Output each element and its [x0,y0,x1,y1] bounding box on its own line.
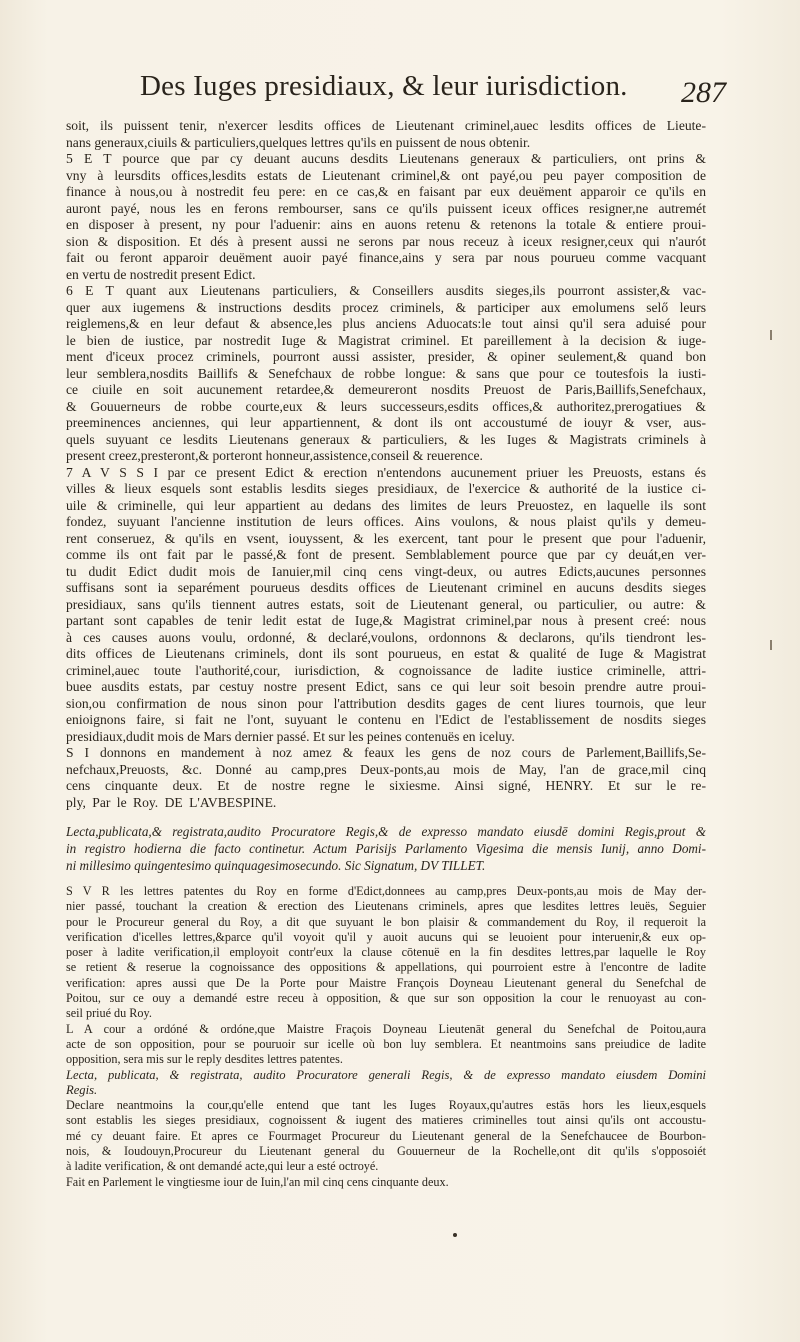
registration-line: in registro hodierna die facto continetur. Actum Parisijs Parlamento Vigesima die mensis Iunij, anno Domi- [66,841,706,856]
text-line: S I donnons en mandement à noz amez & feaux les gens de noz cours de Parlement,Baillifs,Se- [66,745,706,760]
text-line: sion,ou confirmation de nous sinon pour l'attribution desdits gages de cent liures tournois, que leur [66,695,706,711]
text-line: fait ou feront apparoir deuëment auoir payé finance,ains y sera par nous pourueu comme vacquant [66,250,706,265]
arret-line: Fait en Parlement le vingtiesme iour de Iuin,l'an mil cinq cens cinquante deux. [66,1174,449,1189]
text-line: 7 A V S S I par ce present Edict & erection n'entendons aucunement priuer les Preuosts, estans és [66,464,706,480]
running-title: Des Iuges presidiaux, & leur iurisdiction. [140,70,628,102]
text-line: partant sont capables de tenir ledit estat de Iuge,& Magistrat criminel,par nous à present creé: nous [66,613,706,628]
text-line: preeminences anciennes, qui leur appartiennent, & dont ils ont accoustumé de iouyr & vser, aus- [66,415,706,430]
ornament-dot [453,1233,457,1237]
page-number: 287 [681,76,726,109]
text-line: sion & disposition. Et dés à present aussi ne serons par nous receuz à iceux resigner,ceux qui n'aurót [66,233,706,249]
text-line: & Gouuerneurs de robbe courte,eux & leurs successeurs,esdits offices,& authoritez,prerogatiues & [66,398,706,414]
edict-text [66,118,706,795]
registration-line: ni millesimo quingentesimo quinquagesimosecundo. Sic Signatum, DV TILLET. [66,858,486,873]
text-line: enioignons faire, si fait ne l'ont, suyuant le contenu en l'Edict de l'establissement de nosdits sieges [66,712,706,727]
parlement-arret [66,884,706,1190]
arret-line: Poitou, sur ce ouy a demandé estre receu à opposition, & que sur son opposition la cour le renuoyast au con- [66,991,706,1006]
text-line: ce ciuile en soit aucunement retardee,& demeureront nosdits Preuost de Paris,Baillifs,Senefchaux, [66,382,706,397]
arret-line: pour le Procureur general du Roy, a dit que suyuant le bon plaisir & commandement du Roy, il requeroit la [66,914,706,929]
arret-line: se retient & reserue la cognoissance des oppositions & appellations, qui pourroient estre à l'encontre de ladite [66,960,706,975]
arret-line: verification: apres aussi que De la Porte pour Maistre François Doyneau Lieutenant general du Senefchal de [66,975,706,990]
arret-line: verification d'icelles lettres,&parce qu'il voyoit qu'il y auoit aucuns qui se leuoient pour interuenir,& eux op- [66,929,706,944]
text-line: vny à leursdits offices,lesdits estats de Lieutenant criminel,& ont payé,ou peu payer composition de [66,167,706,183]
text-line: presidiaux,dudit mois de Mars dernier passé. Et sur les peines contenuës en iceluy. [66,728,515,744]
text-line: quels suyuant ce lesdits Lieutenans generaux & particuliers, & les Iuges & Magistrats criminels à [66,431,706,447]
text-line: criminel,auec toute l'authorité,cour, iurisdiction, & cognoissance de ladite iustice criminelle, attri- [66,662,706,678]
arret-line: Declare neantmoins la cour,qu'elle entend que tant les Iuges Royaux,qu'autres estās hors les lieux,esquels [66,1098,706,1113]
text-line: à ces causes auons voulu, ordonné, & declaré,voulons, ordonnons & declarons, qu'ils tiendront les- [66,629,706,645]
text-line: buee ausdits estats, par cestuy nostre present Edict, sans ce qui leur soit besoin prendre autre proui- [66,679,706,694]
arret-line: mé cy deuant faire. Et apres ce Fourmaget Procureur du Lieutenant general de la Senefchaucee de Bourbon- [66,1128,706,1143]
text-line: soit, ils puissent tenir, n'exercer lesdits offices de Lieutenant criminel,auec lesdits offices de Lieute- [66,118,706,133]
text-line: en disposer à present, ny pour l'aduenir: ains en auons retenu & retenons la totale & entiere proui- [66,217,706,232]
arret-line: seil priué du Roy. [66,1006,152,1021]
arret-line: S V R les lettres patentes du Roy en forme d'Edict,donnees au camp,pres Deux-ponts,au mois de May der- [66,884,706,898]
arret-line: sont establis les sieges presidiaux, cognoissent & iugent des matieres criminelles tout ainsi qu'ils ont accoustu- [66,1113,706,1128]
registration-notice [66,823,706,874]
text-line: nans generaux,ciuils & particuliers,quelques lettres qu'ils en puissent de nous obtenir. [66,134,531,150]
text-line: ment d'iceux procez criminels, pourront aussi assister, presider, & opiner seulement,& quand bon [66,349,706,364]
text-line: tu dudit Edict dudit mois de Ianuier,mil cinq cens vingt-deux, ou autres Edicts,aucunes personnes [66,563,706,579]
text-line: 5 E T pource que par cy deuant aucuns desdits Lieutenans generaux & particuliers, ont prins & [66,151,706,166]
signature-block [66,795,706,812]
text-line: rent conseruez, & qu'ils en vsent, iouyssent, & les exercent, tant pour le present que pour l'aduenir, [66,530,706,546]
text-line: suffisans sont ia separément pourueus desdits offices de Lieutenant criminel en aucuns desdits sieges [66,580,706,595]
arret-line: acte de son opposition, pour se pouruoir sur icelle où bon luy semblera. Et neantmoins sans preiudice de ladite [66,1036,706,1051]
text-line: uile & criminelle, qui leur appartient au dedans des limites de leurs Preuostez, en laquelle ils sont [66,497,706,513]
text-line: presidiaux, sans qu'ils tiennent autres estats, soit de Lieutenant general, ou particulier, ou autre: & [66,596,706,612]
arret-line: à ladite verification, & ont demandé acte,qui leur a esté octroyé. [66,1159,379,1174]
text-line: villes & lieux esquels sont establis lesdits sieges presidiaux, de l'exercice & authorité de la iustice ci- [66,481,706,496]
text-line: dits offices de Lieutenans criminels, dont ils sont pourueus, en estat & qualité de Iuge & Magistrat [66,646,706,661]
arret-line: poser à ladite verification,il employoit contr'eux la clause cōtenuë en la fin desdites lettres,par laquelle le Roy [66,945,706,960]
text-line: en vertu de nostredit present Edict. [66,266,256,282]
arret-line: L A cour a ordóné & ordóne,que Maistre Fraçois Doyneau Lieutenāt general du Senefchal de Poitou,aura [66,1021,706,1036]
arret-line: Regis. [66,1082,98,1097]
registration-line: Lecta,publicata,& registrata,audito Procuratore Regis,& de expresso mandato eiusdē domini Regis,prout & [66,824,706,839]
arret-line: Lecta, publicata, & registrata, audito Procuratore generali Regis, & de expresso mandato eiusdem Domini [66,1067,706,1082]
text-line: fondez, suyuant l'ancienne institution de leurs offices. Ains voulons, & nous plaist qu'ils y demeu- [66,514,706,529]
arret-line: nier passé, touchant la creation & erection des Lieutenans criminels, apres que lesdites lettres leuës, Seguier [66,899,706,914]
arret-line: nois, & Ioudouyn,Procureur du Lieutenant general du Gouuerneur de la Rochelle,ont dit qu'ils s'opposoiét [66,1144,706,1159]
text-line: quer aux iugemens & instructions desdits procez criminels, & participer aux emolumens selő leurs [66,299,706,315]
text-line: 6 E T quant aux Lieutenans particuliers, & Conseillers ausdits sieges,ils pourront assister,& vac- [66,283,706,298]
text-line: reiglemens,& en leur defaut & absence,les plus anciens Aduocats:le tout ainsi qu'il sera aduisé pour [66,316,706,331]
margin-mark [770,330,772,340]
text-line: le bien de iustice, par nostredit Iuge & Magistrat criminel. Et pareillement à la decision & iuge- [66,332,706,348]
page-text [66,118,706,1190]
text-line: leur semblera,nosdits Baillifs & Senefchaux de robbe longue: & sans que pour ce toutesfois la iusti- [66,365,706,381]
text-line: cens cinquante deux. Et de nostre regne le sixiesme. Ainsi signé, HENRY. Et sur le re- [66,778,706,793]
margin-mark [770,640,772,650]
text-line: nefchaux,Preuosts, &c. Donné au camp,pres Deux-ponts,au mois de May, l'an de grace,mil cinq [66,761,706,777]
signature-line: ply, Par le Roy. DE L'AVBESPINE. [66,794,277,810]
text-line: auront payé, nous les en ferons rembourser, sans ce qu'ils puissent iceux offices resigner,ne autremét [66,200,706,216]
text-line: comme ils ont fait par le passé,& font de present. Semblablement pource que par cy deuát,en ver- [66,547,706,562]
text-line: finance à nous,ou à nostredit feu pere: en ce cas,& en faisant par eux deuëment apparoir ce qu'ils en [66,184,706,199]
text-line: present creez,presteront,& porteront honneur,assistence,conseil & reuerence. [66,448,483,463]
arret-line: opposition, sera mis sur le reply desdites lettres patentes. [66,1052,343,1067]
